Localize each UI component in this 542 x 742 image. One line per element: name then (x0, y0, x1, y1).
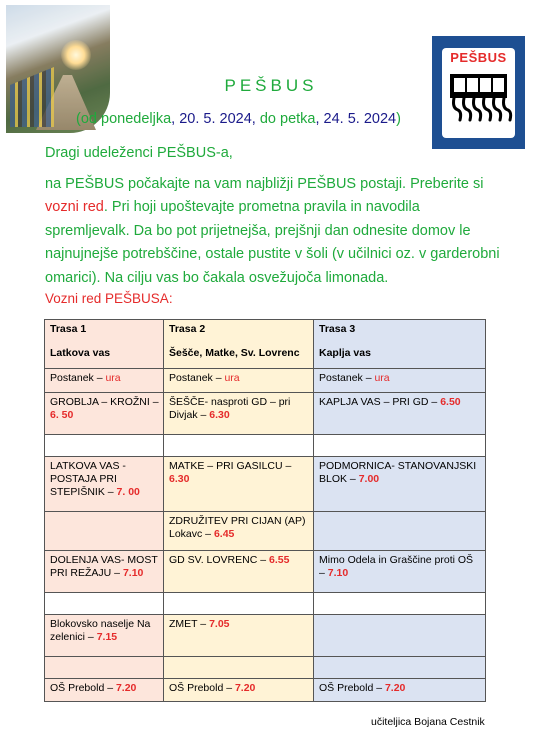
stop-cell (164, 512, 314, 551)
table-row (45, 615, 486, 657)
stop-cell (45, 657, 164, 679)
dates-open: ( (76, 111, 81, 127)
stop-name: ZMET – (169, 618, 210, 630)
table-subheader-row (45, 369, 486, 393)
dates-from: od ponedeljka (80, 111, 172, 127)
route-1-header (45, 320, 164, 369)
stop-time: 6.50 (440, 396, 461, 408)
empty-cell (314, 593, 486, 615)
letter-body-part2: . Pri hoji upoštevajte prometna pravila in navodila spremljevalk. Da bo pot prijetnejša, prejšnji dan odnesite domov le najnujnejše potrebščine, ostale pustite v šoli (v učilnici oz. v garderobni omarici). Na cilju vas bo čakala osvežujoča limonada. (45, 199, 500, 286)
greeting: Dragi udeleženci PEŠBUS-a, (45, 145, 233, 161)
col-head-stop-time (314, 369, 486, 393)
stop-time: 7.10 (327, 567, 349, 579)
col-head-time: ura (224, 372, 240, 384)
col-head-time: ura (374, 372, 390, 384)
stop-cell (45, 615, 164, 657)
stop-cell (45, 457, 164, 512)
col-head-stop: Postanek – (50, 372, 106, 384)
stop-time: 7. 00 (116, 486, 140, 498)
stop-time: 7.20 (234, 682, 256, 694)
col-head-time: ura (105, 372, 121, 384)
schedule-label: Vozni red PEŠBUSA: (45, 291, 173, 306)
route-name: Trasa 2 (169, 323, 206, 335)
stop-name: MATKE – PRI GASILCU – (169, 460, 292, 472)
stop-cell (164, 457, 314, 512)
stop-cell (314, 393, 486, 435)
stop-cell (314, 615, 486, 657)
empty-cell (164, 593, 314, 615)
stop-cell (164, 551, 314, 593)
stop-time: 7.10 (122, 567, 144, 579)
stop-cell (164, 393, 314, 435)
stop-cell (314, 657, 486, 679)
stop-name: GROBLJA – KROŽNI – (50, 396, 159, 408)
stop-name: DOLENJA VAS- MOST PRI REŽAJU – (50, 554, 158, 579)
table-row (45, 679, 486, 702)
stop-name: GD SV. LOVRENC – (169, 554, 269, 566)
route-3-header (314, 320, 486, 369)
stop-time: 7.05 (209, 618, 230, 630)
stop-name: PODMORNICA- STANOVANJSKI BLOK – (319, 460, 477, 485)
table-row-empty (45, 593, 486, 615)
stop-time: 7.20 (384, 682, 406, 694)
stop-name: Blokovsko naselje Na zelenici – (50, 618, 151, 643)
table-row (45, 393, 486, 435)
stop-cell (314, 679, 486, 702)
col-head-stop-time (164, 369, 314, 393)
stop-time: 6.30 (169, 473, 190, 485)
route-area: Latkova vas (50, 347, 111, 359)
signature: učiteljica Bojana Cestnik (371, 716, 485, 728)
dates-line (76, 111, 401, 127)
stop-time: 7.00 (358, 473, 380, 485)
stop-time: 6.45 (213, 528, 235, 540)
dates-to: do petka (259, 111, 316, 127)
table-row (45, 551, 486, 593)
stop-cell (45, 393, 164, 435)
stop-cell (164, 657, 314, 679)
stop-name: LATKOVA VAS - POSTAJA PRI STEPIŠNIK – (50, 460, 126, 498)
stop-cell (45, 512, 164, 551)
stop-time: 7.15 (96, 631, 118, 643)
table-row (45, 457, 486, 512)
schedule-table (44, 319, 486, 702)
stop-time: 6.55 (268, 554, 290, 566)
stop-name: KAPLJA VAS – PRI GD – (319, 396, 441, 408)
stop-cell (164, 615, 314, 657)
route-2-header (164, 320, 314, 369)
stop-name: ZDRUŽITEV PRI CIJAN (AP) Lokavc – (169, 515, 306, 540)
sunlight (61, 40, 91, 70)
table-header-row (45, 320, 486, 369)
stop-cell (314, 512, 486, 551)
dates-close: ) (396, 111, 401, 127)
dates-mid: , 20. 5. 2024, (171, 111, 260, 127)
table-row-empty (45, 435, 486, 457)
col-head-stop-time (45, 369, 164, 393)
dates-end: , 24. 5. 2024 (315, 111, 397, 127)
route-name: Trasa 1 (50, 323, 87, 335)
table-row (45, 512, 486, 551)
col-head-stop: Postanek – (169, 372, 225, 384)
stop-name: OŠ Prebold – (169, 682, 235, 694)
stop-cell (45, 679, 164, 702)
stop-name: ŠEŠČE- nasproti GD – pri Divjak – (169, 396, 291, 421)
letter-body-red: vozni red (45, 199, 104, 216)
table-row (45, 657, 486, 679)
stop-cell (45, 551, 164, 593)
empty-cell (45, 435, 164, 457)
stop-name: OŠ Prebold – (319, 682, 385, 694)
stop-time: 6.30 (209, 409, 230, 421)
stop-cell (314, 457, 486, 512)
stop-name: Mimo Odela in Graščine proti OŠ – (319, 554, 474, 579)
empty-cell (314, 435, 486, 457)
letter-body-part1: na PEŠBUS počakajte na vam najbližji PEŠBUS postaji. Preberite si (45, 176, 484, 192)
col-head-stop: Postanek – (319, 372, 375, 384)
route-name: Trasa 3 (319, 323, 356, 335)
stop-cell (164, 679, 314, 702)
empty-cell (164, 435, 314, 457)
route-area: Šešče, Matke, Sv. Lovrenc (169, 347, 300, 359)
stop-cell (314, 551, 486, 593)
stop-time: 6. 50 (50, 409, 74, 421)
stop-name: OŠ Prebold – (50, 682, 116, 694)
page-title: PEŠBUS (224, 76, 318, 95)
empty-cell (45, 593, 164, 615)
stop-time: 7.20 (115, 682, 137, 694)
route-area: Kaplja vas (319, 347, 371, 359)
logo-text: PEŠBUS (450, 50, 507, 65)
letter-body (45, 173, 505, 290)
